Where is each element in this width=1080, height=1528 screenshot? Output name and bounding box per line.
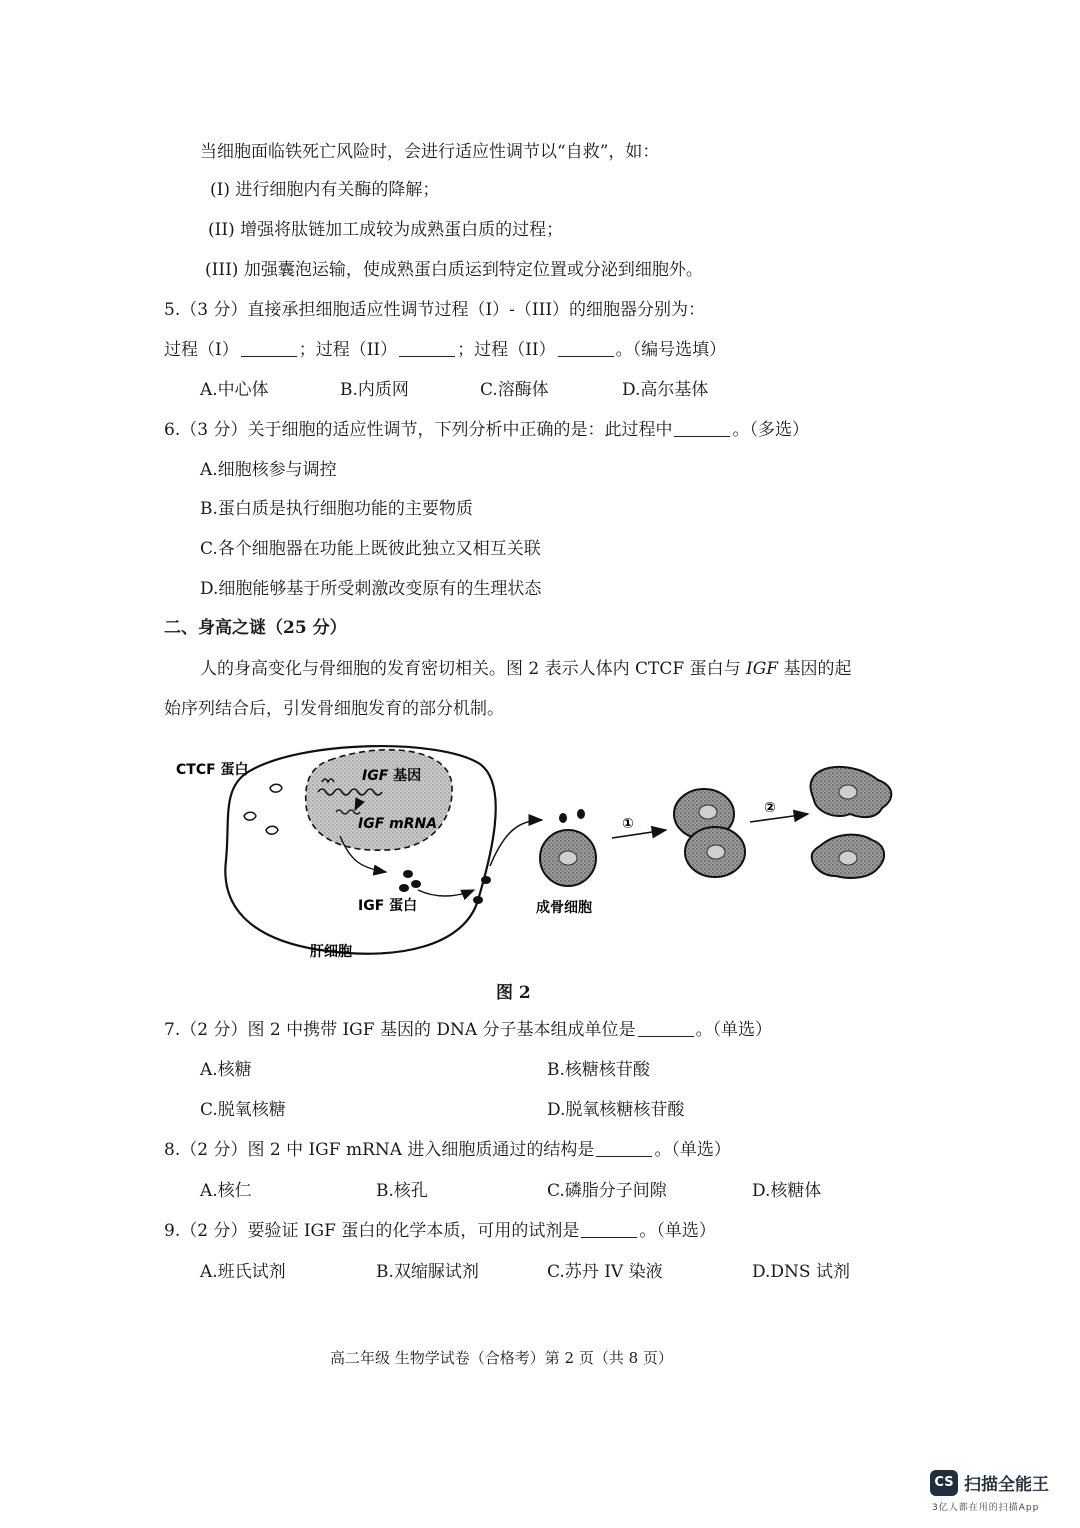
igf-protein-icon <box>411 880 421 888</box>
q6-stem-line <box>164 418 809 442</box>
igf-gene-label <box>362 767 421 784</box>
section-para-1c: 基因的起 <box>778 659 852 679</box>
igf-gene-label-b: 基因 <box>388 768 422 784</box>
logo-name: 扫描全能王 <box>964 1475 1049 1495</box>
q6-end: 。（多选） <box>732 420 809 440</box>
ctcf-protein-icon <box>244 812 256 820</box>
igf-protein-icon <box>403 870 413 878</box>
q6-option-d: D.细胞能够基于所受刺激改变原有的生理状态 <box>200 579 542 599</box>
logo-tagline: 3亿人都在用的扫描App <box>932 1503 1040 1513</box>
osteoblast-label: 成骨细胞 <box>536 900 592 916</box>
process-iii: (III) 加强囊泡运输，使成熟蛋白质运到特定位置或分泌到细胞外。 <box>205 260 703 280</box>
q7-stem: 7.（2 分）图 2 中携带 IGF 基因的 DNA 分子基本组成单位是 <box>164 1020 636 1040</box>
igf-mrna-label: IGF mRNA <box>358 816 438 832</box>
q5-blank-1[interactable] <box>241 340 297 357</box>
q6-option-c: C.各个细胞器在功能上既彼此独立又相互关联 <box>200 539 541 559</box>
transport-arrow <box>490 820 542 866</box>
intro-line: 当细胞面临铁死亡风险时，会进行适应性调节以“自救”，如： <box>200 142 660 162</box>
q8-option-b: B.核孔 <box>376 1181 428 1201</box>
section-para-1 <box>200 657 851 681</box>
q5-blank-2[interactable] <box>399 340 455 357</box>
igf-protein-icon <box>577 809 585 819</box>
q9-option-a: A.班氏试剂 <box>200 1262 286 1282</box>
q8-option-c: C.磷脂分子间隙 <box>547 1181 667 1201</box>
q8-end: 。（单选） <box>654 1140 731 1160</box>
ctcf-label: CTCF 蛋白 <box>176 762 249 778</box>
q6-stem: 6.（3 分）关于细胞的适应性调节，下列分析中正确的是：此过程中 <box>164 420 673 440</box>
q5-option-a: A.中心体 <box>200 380 269 400</box>
igf-protein-icon <box>473 896 483 904</box>
q7-stem-line <box>164 1018 772 1042</box>
section-para-1b: IGF <box>745 659 779 679</box>
osteoblast-nucleus <box>559 851 577 865</box>
q5-option-c: C.溶酶体 <box>480 380 549 400</box>
q9-option-b: B.双缩脲试剂 <box>376 1262 479 1282</box>
q8-option-d: D.核糖体 <box>752 1181 822 1201</box>
q9-stem: 9.（2 分）要验证 IGF 蛋白的化学本质，可用的试剂是 <box>164 1221 580 1241</box>
q5-option-b: B.内质网 <box>340 380 409 400</box>
process-ii: (II) 增强将肽链加工成较为成熟蛋白质的过程； <box>208 220 564 240</box>
secretion-arrow <box>418 890 474 896</box>
q5-p1-label: 过程（I） <box>164 340 239 360</box>
q8-option-a: A.核仁 <box>200 1181 252 1201</box>
step-1-label: ① <box>622 816 634 832</box>
q9-option-d: D.DNS 试剂 <box>752 1262 850 1282</box>
q6-blank[interactable] <box>674 420 730 437</box>
step-1-arrow <box>612 830 666 838</box>
q8-stem: 8.（2 分）图 2 中 IGF mRNA 进入细胞质通过的结构是 <box>164 1140 595 1160</box>
step-2-arrow <box>750 814 808 822</box>
section-para-1a: 人的身高变化与骨细胞的发育密切相关。图 2 表示人体内 CTCF 蛋白与 <box>200 659 746 679</box>
figure-caption: 图 2 <box>496 983 531 1003</box>
q5-blank-3[interactable] <box>558 340 614 357</box>
q5-end: 。（编号选填） <box>615 340 727 360</box>
daughter-cell-top-nucleus <box>699 805 717 819</box>
ctcf-protein-icon <box>266 826 278 834</box>
section-title: 二、身高之谜（25 分） <box>164 618 347 638</box>
q5-sep-2: ；过程（II） <box>457 340 556 360</box>
q7-option-c: C.脱氧核糖 <box>200 1100 286 1120</box>
q8-stem-line <box>164 1138 731 1162</box>
figure-2 <box>160 740 920 970</box>
q8-blank[interactable] <box>596 1140 652 1157</box>
daughter-cell-bottom-nucleus <box>707 845 725 859</box>
q6-option-b: B.蛋白质是执行细胞功能的主要物质 <box>200 499 473 519</box>
liver-cell-label: 肝细胞 <box>310 944 352 960</box>
step-2-label: ② <box>764 800 776 816</box>
q5-answer-line <box>164 338 726 362</box>
q5-stem: 5.（3 分）直接承担细胞适应性调节过程（I）-（III）的细胞器分别为： <box>164 300 706 320</box>
igf-protein-icon <box>399 884 409 892</box>
scanner-logo <box>930 1466 1070 1516</box>
igf-protein-icon <box>481 876 491 884</box>
q7-option-b: B.核糖核苷酸 <box>547 1060 650 1080</box>
ctcf-protein-icon <box>270 784 282 792</box>
igf-protein-icon <box>559 813 567 823</box>
bone-cell-bottom-nucleus <box>839 851 857 865</box>
q5-option-d: D.高尔基体 <box>622 380 709 400</box>
q5-sep-1: ；过程（II） <box>298 340 398 360</box>
q7-blank[interactable] <box>638 1020 694 1037</box>
cs-icon: CS <box>930 1470 958 1496</box>
nucleus <box>306 750 452 850</box>
q7-option-d: D.脱氧核糖核苷酸 <box>547 1100 685 1120</box>
q6-option-a: A.细胞核参与调控 <box>200 460 337 480</box>
q9-end: 。（单选） <box>639 1221 716 1241</box>
igf-protein-label: IGF 蛋白 <box>358 898 418 914</box>
process-i: (I) 进行细胞内有关酶的降解； <box>210 180 440 200</box>
bone-cell-top-nucleus <box>839 785 857 799</box>
section-para-2: 始序列结合后，引发骨细胞发育的部分机制。 <box>164 699 504 719</box>
q7-end: 。（单选） <box>695 1020 773 1040</box>
page-footer: 高二年级 生物学试卷（合格考）第 2 页（共 8 页） <box>330 1349 673 1367</box>
igf-gene-label-a: IGF <box>362 768 389 784</box>
q9-option-c: C.苏丹 IV 染液 <box>547 1262 663 1282</box>
q9-blank[interactable] <box>581 1221 637 1238</box>
q7-option-a: A.核糖 <box>200 1060 252 1080</box>
q9-stem-line <box>164 1219 716 1243</box>
